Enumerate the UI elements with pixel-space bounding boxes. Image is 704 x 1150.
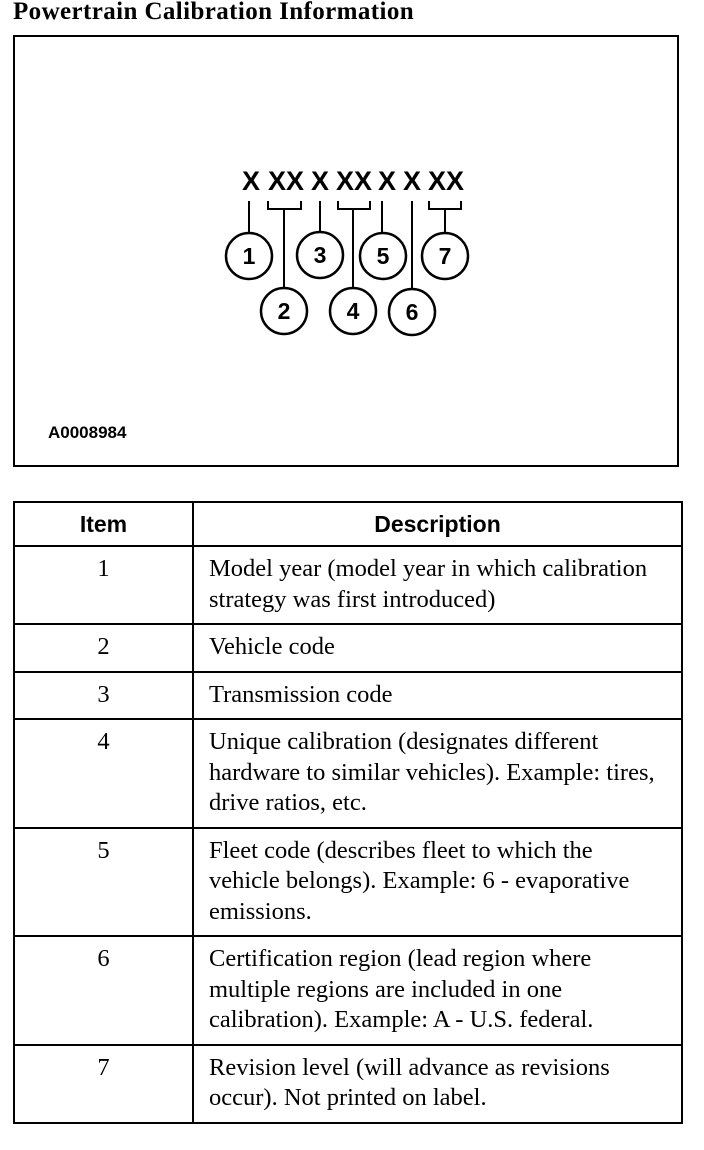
calibration-figure (13, 35, 679, 467)
item-column-header: Item (14, 502, 193, 546)
bracket-2 (268, 201, 301, 209)
description-cell: Unique calibration (designates different hardware to similar vehicles). Example: tires, drive ratios, etc. (193, 719, 682, 828)
callout-number-7: 7 (438, 243, 452, 269)
item-cell: 3 (14, 672, 193, 720)
description-cell: Vehicle code (193, 624, 682, 672)
item-cell: 5 (14, 828, 193, 937)
bracket-4 (338, 201, 370, 209)
figure-id: A0008984 (48, 423, 127, 442)
item-cell: 7 (14, 1045, 193, 1123)
page-title: Powertrain Calibration Information (13, 0, 415, 25)
description-cell: Model year (model year in which calibration strategy was first introduced) (193, 546, 682, 624)
header-row (14, 502, 682, 546)
table-row (14, 672, 682, 720)
calibration-diagram (15, 37, 677, 465)
description-cell: Fleet code (describes fleet to which the vehicle belongs). Example: 6 - evaporative emissions. (193, 828, 682, 937)
code-group-6: X (402, 166, 422, 196)
description-column-header: Description (193, 502, 682, 546)
table-row (14, 546, 682, 624)
table-row (14, 719, 682, 828)
code-group-7: XX (427, 166, 465, 196)
callout-number-6: 6 (405, 299, 419, 325)
table-row (14, 828, 682, 937)
callout-number-4: 4 (346, 298, 360, 324)
item-cell: 2 (14, 624, 193, 672)
code-group-4: XX (335, 166, 373, 196)
code-group-2: XX (267, 166, 305, 196)
item-cell: 6 (14, 936, 193, 1045)
description-cell: Certification region (lead region where multiple regions are included in one calibration). Example: A - U.S. federal. (193, 936, 682, 1045)
description-cell: Revision level (will advance as revisions occur). Not printed on label. (193, 1045, 682, 1123)
legend-table (13, 501, 683, 1124)
code-group-5: X (377, 166, 397, 196)
callout-number-5: 5 (376, 243, 390, 269)
code-group-1: X (241, 166, 261, 196)
table-row (14, 936, 682, 1045)
bracket-7 (429, 201, 461, 209)
callout-number-1: 1 (242, 243, 256, 269)
table-row (14, 624, 682, 672)
callout-number-2: 2 (277, 298, 291, 324)
table-row (14, 1045, 682, 1123)
code-group-3: X (310, 166, 330, 196)
item-cell: 1 (14, 546, 193, 624)
description-cell: Transmission code (193, 672, 682, 720)
item-cell: 4 (14, 719, 193, 828)
callout-number-3: 3 (313, 242, 327, 268)
